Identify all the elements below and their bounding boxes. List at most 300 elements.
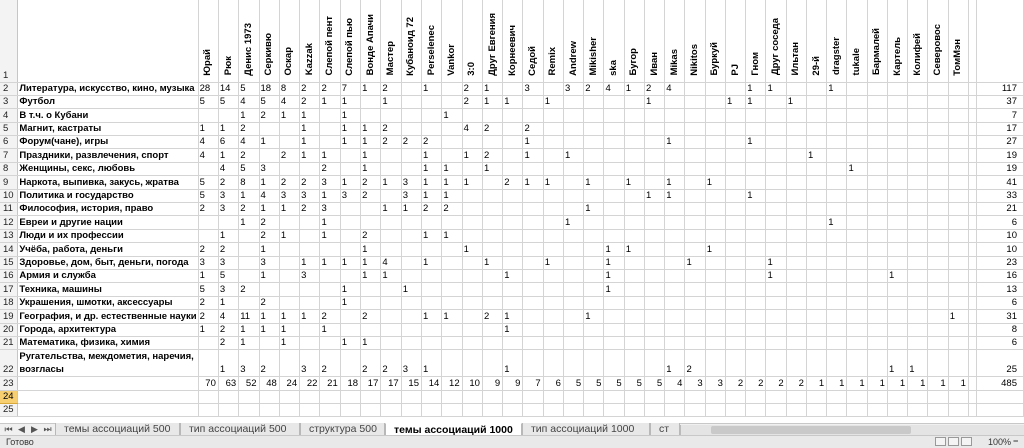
data-cell[interactable] (948, 149, 968, 162)
data-cell[interactable] (685, 136, 705, 149)
data-cell[interactable]: 1 (847, 162, 867, 175)
data-cell[interactable]: 2 (401, 136, 421, 149)
data-cell[interactable] (948, 203, 968, 216)
row-header[interactable]: 21 (0, 336, 18, 349)
cell[interactable] (279, 390, 299, 403)
cell[interactable] (746, 390, 766, 403)
column-total-cell[interactable]: 2 (766, 377, 786, 390)
data-cell[interactable] (948, 283, 968, 296)
data-cell[interactable] (705, 296, 725, 309)
data-cell[interactable] (685, 310, 705, 323)
data-cell[interactable]: 1 (259, 176, 279, 189)
data-cell[interactable] (604, 203, 624, 216)
data-cell[interactable] (867, 216, 887, 229)
data-cell[interactable] (644, 323, 664, 336)
data-cell[interactable] (685, 189, 705, 202)
data-cell[interactable] (806, 243, 826, 256)
data-cell[interactable] (503, 149, 523, 162)
data-cell[interactable]: 1 (279, 109, 299, 122)
data-cell[interactable] (725, 122, 745, 135)
data-cell[interactable]: 1 (279, 203, 299, 216)
cell[interactable] (462, 390, 482, 403)
column-header-name[interactable] (543, 0, 563, 82)
data-cell[interactable] (806, 122, 826, 135)
data-cell[interactable]: 2 (218, 176, 238, 189)
data-cell[interactable] (604, 229, 624, 242)
data-cell[interactable]: 1 (340, 122, 360, 135)
data-cell[interactable]: 1 (442, 176, 462, 189)
data-cell[interactable] (584, 256, 604, 269)
data-cell[interactable]: 1 (340, 336, 360, 349)
data-cell[interactable] (948, 162, 968, 175)
data-cell[interactable] (806, 176, 826, 189)
data-cell[interactable] (867, 256, 887, 269)
data-cell[interactable] (867, 283, 887, 296)
data-cell[interactable] (624, 216, 644, 229)
cell[interactable] (361, 390, 381, 403)
data-cell[interactable]: 1 (340, 136, 360, 149)
data-cell[interactable]: 1 (361, 243, 381, 256)
data-cell[interactable] (604, 176, 624, 189)
data-cell[interactable] (867, 203, 887, 216)
data-cell[interactable] (766, 336, 786, 349)
data-cell[interactable] (685, 216, 705, 229)
data-cell[interactable] (482, 243, 502, 256)
data-cell[interactable] (928, 162, 948, 175)
data-cell[interactable] (482, 283, 502, 296)
data-cell[interactable] (705, 336, 725, 349)
row-header[interactable]: 20 (0, 323, 18, 336)
data-cell[interactable] (806, 95, 826, 108)
data-cell[interactable]: 1 (644, 189, 664, 202)
data-cell[interactable]: 4 (218, 162, 238, 175)
data-cell[interactable]: 1 (279, 229, 299, 242)
cell[interactable] (968, 269, 976, 282)
column-total-cell[interactable]: 1 (887, 377, 907, 390)
data-cell[interactable]: 3 (218, 283, 238, 296)
data-cell[interactable] (887, 323, 907, 336)
column-header-name[interactable] (705, 0, 725, 82)
data-cell[interactable] (340, 243, 360, 256)
cell[interactable] (381, 404, 401, 417)
row-total-cell[interactable]: 37 (976, 95, 1023, 108)
data-cell[interactable] (543, 162, 563, 175)
data-cell[interactable]: 1 (746, 136, 766, 149)
data-cell[interactable]: 1 (300, 149, 320, 162)
data-cell[interactable]: 1 (766, 256, 786, 269)
horizontal-scrollbar[interactable] (680, 425, 1024, 435)
data-cell[interactable]: 2 (644, 82, 664, 95)
data-cell[interactable] (887, 229, 907, 242)
row-header[interactable]: 1 (0, 0, 18, 82)
column-total-cell[interactable]: 4 (665, 377, 685, 390)
data-cell[interactable] (786, 176, 806, 189)
data-cell[interactable] (644, 149, 664, 162)
data-cell[interactable] (928, 256, 948, 269)
data-cell[interactable] (928, 296, 948, 309)
data-cell[interactable] (705, 350, 725, 377)
column-total-cell[interactable]: 3 (685, 377, 705, 390)
data-cell[interactable] (847, 256, 867, 269)
data-cell[interactable]: 4 (279, 95, 299, 108)
cell[interactable] (320, 390, 340, 403)
data-cell[interactable] (685, 296, 705, 309)
row-header[interactable]: 23 (0, 377, 18, 390)
data-cell[interactable] (948, 176, 968, 189)
cell[interactable] (624, 404, 644, 417)
data-cell[interactable] (361, 283, 381, 296)
data-cell[interactable] (401, 323, 421, 336)
cell[interactable] (198, 390, 218, 403)
column-header-name[interactable] (624, 0, 644, 82)
data-cell[interactable]: 1 (442, 109, 462, 122)
data-cell[interactable] (827, 256, 847, 269)
data-cell[interactable]: 1 (503, 323, 523, 336)
data-cell[interactable] (827, 109, 847, 122)
data-cell[interactable] (908, 283, 928, 296)
data-cell[interactable] (523, 256, 543, 269)
data-cell[interactable]: 1 (746, 189, 766, 202)
data-cell[interactable] (442, 243, 462, 256)
column-header-name[interactable] (908, 0, 928, 82)
data-cell[interactable] (887, 122, 907, 135)
data-cell[interactable]: 1 (340, 256, 360, 269)
data-cell[interactable] (908, 256, 928, 269)
data-cell[interactable] (847, 95, 867, 108)
data-cell[interactable] (300, 216, 320, 229)
data-cell[interactable]: 3 (401, 176, 421, 189)
data-cell[interactable]: 2 (482, 310, 502, 323)
data-cell[interactable]: 2 (259, 350, 279, 377)
data-cell[interactable]: 2 (381, 350, 401, 377)
data-cell[interactable] (685, 269, 705, 282)
data-cell[interactable] (340, 323, 360, 336)
data-cell[interactable] (928, 336, 948, 349)
data-cell[interactable] (867, 82, 887, 95)
cell[interactable] (725, 390, 745, 403)
data-cell[interactable] (442, 136, 462, 149)
column-total-cell[interactable]: 2 (725, 377, 745, 390)
data-cell[interactable]: 8 (279, 82, 299, 95)
data-cell[interactable] (604, 189, 624, 202)
data-cell[interactable] (725, 162, 745, 175)
data-cell[interactable]: 1 (381, 176, 401, 189)
data-cell[interactable] (300, 229, 320, 242)
cell[interactable] (786, 390, 806, 403)
data-cell[interactable] (320, 109, 340, 122)
cell[interactable] (968, 229, 976, 242)
cell[interactable] (705, 404, 725, 417)
column-header-name[interactable] (746, 0, 766, 82)
data-cell[interactable] (482, 189, 502, 202)
data-cell[interactable] (604, 149, 624, 162)
data-cell[interactable] (806, 283, 826, 296)
data-cell[interactable] (685, 162, 705, 175)
data-cell[interactable] (543, 243, 563, 256)
data-cell[interactable] (462, 256, 482, 269)
data-cell[interactable]: 1 (827, 82, 847, 95)
column-total-cell[interactable]: 3 (705, 377, 725, 390)
data-cell[interactable]: 2 (198, 296, 218, 309)
data-cell[interactable] (887, 176, 907, 189)
data-cell[interactable] (462, 296, 482, 309)
column-total-cell[interactable]: 1 (908, 377, 928, 390)
data-cell[interactable] (766, 229, 786, 242)
data-cell[interactable] (218, 109, 238, 122)
data-cell[interactable] (523, 336, 543, 349)
data-cell[interactable] (908, 336, 928, 349)
data-cell[interactable] (624, 310, 644, 323)
data-cell[interactable] (422, 283, 442, 296)
cell[interactable] (928, 404, 948, 417)
row-total-cell[interactable]: 17 (976, 122, 1023, 135)
data-cell[interactable] (381, 109, 401, 122)
column-total-cell[interactable]: 48 (259, 377, 279, 390)
column-total-cell[interactable]: 9 (503, 377, 523, 390)
cell[interactable] (218, 404, 238, 417)
data-cell[interactable] (279, 296, 299, 309)
data-cell[interactable] (806, 350, 826, 377)
category-label[interactable]: Евреи и другие нации (18, 216, 198, 229)
cell[interactable] (381, 390, 401, 403)
data-cell[interactable] (827, 269, 847, 282)
data-cell[interactable] (300, 162, 320, 175)
cell[interactable] (604, 404, 624, 417)
data-cell[interactable] (563, 136, 583, 149)
data-cell[interactable]: 1 (239, 323, 259, 336)
data-cell[interactable] (584, 136, 604, 149)
data-cell[interactable]: 1 (361, 136, 381, 149)
data-cell[interactable] (847, 82, 867, 95)
data-cell[interactable] (948, 229, 968, 242)
cell[interactable] (968, 323, 976, 336)
data-cell[interactable] (624, 229, 644, 242)
data-cell[interactable]: 1 (746, 82, 766, 95)
data-cell[interactable] (401, 269, 421, 282)
data-cell[interactable] (381, 296, 401, 309)
data-cell[interactable] (705, 269, 725, 282)
data-cell[interactable]: 1 (300, 136, 320, 149)
data-cell[interactable] (279, 256, 299, 269)
data-cell[interactable]: 1 (320, 189, 340, 202)
data-cell[interactable] (320, 283, 340, 296)
data-cell[interactable]: 1 (218, 296, 238, 309)
data-cell[interactable] (908, 149, 928, 162)
data-cell[interactable]: 1 (462, 243, 482, 256)
data-cell[interactable]: 1 (624, 82, 644, 95)
data-cell[interactable]: 1 (766, 82, 786, 95)
data-cell[interactable] (867, 269, 887, 282)
data-cell[interactable] (503, 136, 523, 149)
data-cell[interactable]: 2 (198, 310, 218, 323)
data-cell[interactable]: 1 (381, 269, 401, 282)
data-cell[interactable]: 14 (218, 82, 238, 95)
data-cell[interactable] (928, 122, 948, 135)
data-cell[interactable] (827, 283, 847, 296)
data-cell[interactable]: 4 (462, 122, 482, 135)
data-cell[interactable] (887, 256, 907, 269)
cell[interactable] (827, 390, 847, 403)
data-cell[interactable] (381, 189, 401, 202)
data-cell[interactable] (523, 109, 543, 122)
data-cell[interactable] (665, 256, 685, 269)
data-cell[interactable]: 1 (563, 216, 583, 229)
data-cell[interactable] (847, 350, 867, 377)
data-cell[interactable] (725, 109, 745, 122)
data-cell[interactable] (887, 310, 907, 323)
category-label[interactable]: География, и др. естественные науки (19, 310, 197, 322)
data-cell[interactable] (928, 189, 948, 202)
data-cell[interactable] (847, 283, 867, 296)
data-cell[interactable] (563, 162, 583, 175)
data-cell[interactable] (928, 350, 948, 377)
column-header-name[interactable] (300, 0, 320, 82)
data-cell[interactable] (604, 95, 624, 108)
data-cell[interactable] (665, 162, 685, 175)
data-cell[interactable]: 6 (218, 136, 238, 149)
data-cell[interactable] (827, 229, 847, 242)
cell[interactable] (401, 404, 421, 417)
data-cell[interactable] (806, 310, 826, 323)
column-total-cell[interactable]: 9 (482, 377, 502, 390)
data-cell[interactable]: 1 (462, 176, 482, 189)
data-cell[interactable] (746, 216, 766, 229)
column-total-cell[interactable]: 63 (218, 377, 238, 390)
data-cell[interactable] (462, 109, 482, 122)
data-cell[interactable] (381, 283, 401, 296)
data-cell[interactable] (584, 269, 604, 282)
cell[interactable] (259, 404, 279, 417)
data-cell[interactable]: 1 (503, 95, 523, 108)
data-cell[interactable] (279, 269, 299, 282)
data-cell[interactable]: 1 (361, 336, 381, 349)
data-cell[interactable] (503, 216, 523, 229)
cell[interactable] (705, 390, 725, 403)
data-cell[interactable] (482, 216, 502, 229)
column-header-name[interactable] (361, 0, 381, 82)
column-header-name[interactable] (320, 0, 340, 82)
data-cell[interactable] (725, 176, 745, 189)
data-cell[interactable] (482, 109, 502, 122)
data-cell[interactable] (786, 216, 806, 229)
data-cell[interactable]: 1 (198, 323, 218, 336)
data-cell[interactable] (908, 269, 928, 282)
data-cell[interactable] (604, 350, 624, 377)
data-cell[interactable] (665, 122, 685, 135)
data-cell[interactable] (422, 269, 442, 282)
data-cell[interactable]: 1 (198, 269, 218, 282)
cell[interactable] (908, 404, 928, 417)
cell[interactable] (442, 390, 462, 403)
data-cell[interactable]: 1 (482, 256, 502, 269)
data-cell[interactable] (766, 216, 786, 229)
data-cell[interactable]: 1 (442, 162, 462, 175)
data-cell[interactable] (948, 82, 968, 95)
data-cell[interactable] (847, 216, 867, 229)
row-header[interactable]: 3 (0, 95, 18, 108)
data-cell[interactable] (624, 296, 644, 309)
data-cell[interactable] (401, 310, 421, 323)
sheet-tab[interactable]: ст (650, 423, 680, 436)
data-cell[interactable] (624, 269, 644, 282)
data-cell[interactable]: 1 (239, 189, 259, 202)
data-cell[interactable]: 2 (259, 296, 279, 309)
row-header[interactable]: 9 (0, 176, 18, 189)
data-cell[interactable] (503, 189, 523, 202)
data-cell[interactable] (462, 310, 482, 323)
column-header-name[interactable] (948, 0, 968, 82)
data-cell[interactable]: 1 (422, 256, 442, 269)
data-cell[interactable] (604, 109, 624, 122)
data-cell[interactable] (705, 229, 725, 242)
data-cell[interactable] (665, 95, 685, 108)
data-cell[interactable] (482, 336, 502, 349)
data-cell[interactable] (867, 162, 887, 175)
data-cell[interactable] (746, 269, 766, 282)
data-cell[interactable] (442, 350, 462, 377)
data-cell[interactable]: 1 (422, 82, 442, 95)
data-cell[interactable]: 1 (300, 310, 320, 323)
column-total-cell[interactable]: 18 (340, 377, 360, 390)
cell[interactable] (847, 390, 867, 403)
data-cell[interactable] (766, 95, 786, 108)
row-total-cell[interactable]: 7 (976, 109, 1023, 122)
data-cell[interactable] (422, 216, 442, 229)
data-cell[interactable]: 3 (523, 82, 543, 95)
cell[interactable] (968, 95, 976, 108)
data-cell[interactable] (563, 336, 583, 349)
data-cell[interactable] (908, 122, 928, 135)
data-cell[interactable] (401, 256, 421, 269)
row-total-cell[interactable]: 27 (976, 136, 1023, 149)
cell[interactable] (462, 404, 482, 417)
data-cell[interactable]: 2 (300, 203, 320, 216)
data-cell[interactable] (786, 189, 806, 202)
data-cell[interactable] (665, 203, 685, 216)
data-cell[interactable] (766, 350, 786, 377)
normal-view-icon[interactable] (935, 437, 946, 446)
data-cell[interactable] (462, 350, 482, 377)
data-cell[interactable] (725, 149, 745, 162)
data-cell[interactable] (746, 176, 766, 189)
data-cell[interactable] (827, 122, 847, 135)
data-cell[interactable] (725, 82, 745, 95)
data-cell[interactable] (928, 136, 948, 149)
data-cell[interactable] (442, 149, 462, 162)
data-cell[interactable] (543, 216, 563, 229)
data-cell[interactable]: 1 (422, 229, 442, 242)
zoom-out-button[interactable]: − (1013, 436, 1019, 446)
data-cell[interactable] (908, 216, 928, 229)
cell[interactable] (18, 404, 198, 417)
data-cell[interactable] (584, 216, 604, 229)
data-cell[interactable] (665, 296, 685, 309)
data-cell[interactable] (766, 283, 786, 296)
data-cell[interactable] (381, 310, 401, 323)
data-cell[interactable] (786, 82, 806, 95)
column-header-name[interactable] (725, 0, 745, 82)
data-cell[interactable] (644, 256, 664, 269)
data-cell[interactable] (948, 109, 968, 122)
data-cell[interactable]: 1 (320, 95, 340, 108)
cell[interactable] (968, 149, 976, 162)
data-cell[interactable]: 1 (503, 350, 523, 377)
data-cell[interactable] (705, 122, 725, 135)
row-header[interactable]: 11 (0, 203, 18, 216)
data-cell[interactable]: 4 (259, 189, 279, 202)
data-cell[interactable] (827, 310, 847, 323)
data-cell[interactable] (422, 109, 442, 122)
